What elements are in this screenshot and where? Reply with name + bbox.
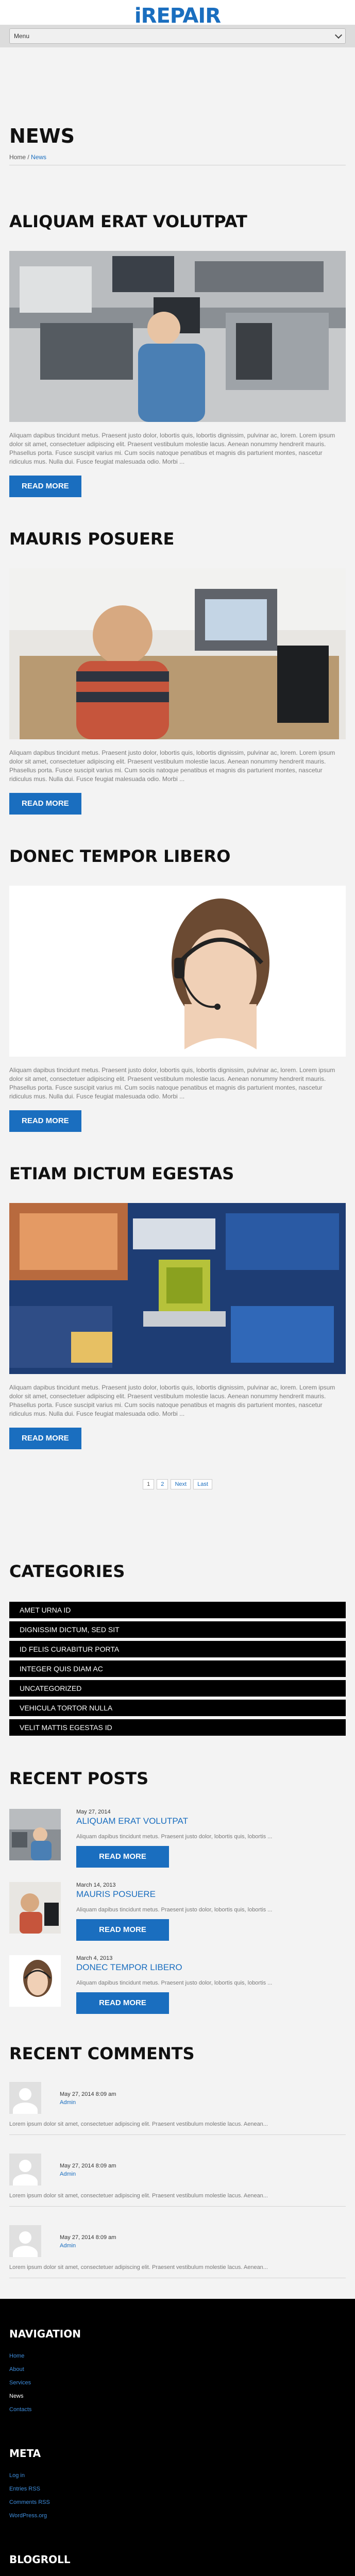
recent-post-title[interactable]: MAURIS POSUERE bbox=[76, 1889, 156, 1899]
post-excerpt: Aliquam dapibus tincidunt metus. Praesent justo dolor, lobortis quis, lobortis dignissim, pulvinar ac, lorem. Lorem ipsum dolor sit amet, consectetuer adipiscing elit. Praesent vestibulum molestie lacus. Aenean nonummy hendrerit mauris. Phasellus porta. Fusce suscipit varius mi. Cum sociis natoque penatibus et magnis dis parturient montes, nascetur ridiculus mus. Nulla dui. Fusce feugiat malesuada odio. Morbi ... bbox=[9, 749, 335, 783]
footer-link[interactable]: Entries RSS bbox=[9, 2486, 40, 2492]
read-more-button[interactable]: READ MORE bbox=[9, 1428, 81, 1449]
recent-post-date: March 4, 2013 bbox=[76, 1955, 113, 1961]
recent-post-excerpt: Aliquam dapibus tincidunt metus. Praesent justo dolor, lobortis quis, lobortis ... bbox=[76, 1980, 273, 1986]
post bbox=[9, 846, 346, 1132]
breadcrumb-separator: / bbox=[27, 154, 29, 161]
recent-post-date: March 14, 2013 bbox=[76, 1882, 116, 1888]
footer-navigation-title: NAVIGATION bbox=[9, 2328, 81, 2340]
comment-text: Lorem ipsum dolor sit amet, consectetuer adipiscing elit. Praesent vestibulum molestie lacus. Aenean... bbox=[9, 2193, 346, 2207]
read-more-button[interactable]: READ MORE bbox=[76, 1919, 169, 1941]
comment-date: May 27, 2014 8:09 am bbox=[60, 2234, 116, 2241]
recent-comments-widget bbox=[9, 2044, 346, 2278]
post-title[interactable]: ALIQUAM ERAT VOLUTPAT bbox=[9, 212, 247, 231]
comment bbox=[9, 2082, 346, 2135]
post-image[interactable] bbox=[9, 886, 346, 1057]
footer-meta-links bbox=[9, 2469, 346, 2522]
footer-link-active[interactable]: News bbox=[9, 2393, 24, 2399]
post-title[interactable]: DONEC TEMPOR LIBERO bbox=[9, 846, 231, 866]
post-excerpt: Aliquam dapibus tincidunt metus. Praesent justo dolor, lobortis quis, lobortis dignissim, pulvinar ac, lorem. Lorem ipsum dolor sit amet, consectetuer adipiscing elit. Praesent vestibulum molestie lacus. Aenean nonummy hendrerit mauris. Phasellus porta. Fusce suscipit varius mi. Cum sociis natoque penatibus et magnis dis parturient montes, nascetur ridiculus mus. Nulla dui. Fusce feugiat malesuada odio. Morbi ... bbox=[9, 432, 335, 465]
read-more-button[interactable]: READ MORE bbox=[76, 1846, 169, 1868]
footer-link[interactable]: About bbox=[9, 2366, 24, 2372]
footer-navigation-links bbox=[9, 2349, 346, 2416]
site-logo[interactable]: iREPAIR bbox=[134, 4, 221, 28]
recent-post-date: May 27, 2014 bbox=[76, 1809, 111, 1815]
comment bbox=[9, 2225, 346, 2278]
main-content bbox=[0, 47, 355, 2278]
site-footer bbox=[0, 2299, 355, 2576]
recent-post bbox=[9, 1882, 346, 1941]
post-image[interactable] bbox=[9, 251, 346, 422]
footer-link[interactable]: WordPress.org bbox=[9, 2513, 47, 2519]
category-item[interactable]: ID FELIS CURABITUR PORTA bbox=[9, 1641, 346, 1657]
recent-post-thumbnail[interactable] bbox=[9, 1809, 61, 1860]
page-last[interactable]: Last bbox=[193, 1479, 212, 1489]
read-more-button[interactable]: READ MORE bbox=[9, 1110, 81, 1132]
post-title[interactable]: MAURIS POSUERE bbox=[9, 529, 175, 549]
recent-posts-widget bbox=[9, 1769, 346, 2014]
comment-text: Lorem ipsum dolor sit amet, consectetuer adipiscing elit. Praesent vestibulum molestie lacus. Aenean... bbox=[9, 2264, 346, 2278]
category-item[interactable]: AMET URNA ID bbox=[9, 1602, 346, 1618]
recent-post-title[interactable]: ALIQUAM ERAT VOLUTPAT bbox=[76, 1816, 188, 1826]
categories-title: CATEGORIES bbox=[9, 1562, 125, 1581]
recent-post-excerpt: Aliquam dapibus tincidunt metus. Praesent justo dolor, lobortis quis, lobortis ... bbox=[76, 1907, 273, 1913]
category-item[interactable]: UNCATEGORIZED bbox=[9, 1680, 346, 1697]
comment-date: May 27, 2014 8:09 am bbox=[60, 2091, 116, 2097]
recent-comments-title: RECENT COMMENTS bbox=[9, 2044, 195, 2063]
read-more-button[interactable]: READ MORE bbox=[76, 1992, 169, 2014]
comment-author[interactable]: Admin bbox=[60, 2171, 76, 2177]
recent-post-thumbnail[interactable] bbox=[9, 1882, 61, 1934]
post bbox=[9, 212, 346, 497]
nav-bar bbox=[0, 25, 355, 47]
read-more-button[interactable]: READ MORE bbox=[9, 793, 81, 815]
chevron-down-icon bbox=[335, 31, 342, 39]
recent-post-excerpt: Aliquam dapibus tincidunt metus. Praesent justo dolor, lobortis quis, lobortis ... bbox=[76, 1834, 273, 1840]
category-item[interactable]: DIGNISSIM DICTUM, SED SIT bbox=[9, 1621, 346, 1638]
footer-link[interactable]: Home bbox=[9, 2353, 25, 2359]
recent-post bbox=[9, 1955, 346, 2014]
comment-author[interactable]: Admin bbox=[60, 2243, 76, 2249]
post bbox=[9, 529, 346, 815]
recent-post-thumbnail[interactable] bbox=[9, 1955, 61, 2007]
page-title: NEWS bbox=[9, 125, 75, 147]
breadcrumb-home[interactable]: Home bbox=[9, 154, 26, 161]
page-1: 1 bbox=[143, 1479, 154, 1489]
comment bbox=[9, 2154, 346, 2207]
avatar bbox=[9, 2082, 41, 2114]
breadcrumb-current: News bbox=[31, 154, 47, 161]
comment-date: May 27, 2014 8:09 am bbox=[60, 2163, 116, 2169]
page-next[interactable]: Next bbox=[171, 1479, 191, 1489]
pagination bbox=[9, 1479, 346, 1489]
footer-link[interactable]: Comments RSS bbox=[9, 2499, 50, 2505]
comment-author[interactable]: Admin bbox=[60, 2099, 76, 2106]
categories-widget bbox=[9, 1562, 346, 1736]
avatar bbox=[9, 2154, 41, 2185]
footer-link[interactable]: Log in bbox=[9, 2472, 25, 2479]
site-header bbox=[0, 0, 355, 28]
category-item[interactable]: VELIT MATTIS EGESTAS ID bbox=[9, 1719, 346, 1736]
footer-blogroll-title: BLOGROLL bbox=[9, 2553, 71, 2566]
footer-link[interactable]: Contacts bbox=[9, 2406, 32, 2413]
avatar bbox=[9, 2225, 41, 2257]
footer-link[interactable]: Services bbox=[9, 2380, 31, 2386]
menu-select[interactable] bbox=[9, 28, 346, 44]
post-title[interactable]: ETIAM DICTUM EGESTAS bbox=[9, 1164, 234, 1183]
category-item[interactable]: INTEGER QUIS DIAM AC bbox=[9, 1660, 346, 1677]
post-image[interactable] bbox=[9, 1203, 346, 1374]
read-more-button[interactable]: READ MORE bbox=[9, 476, 81, 497]
recent-posts-title: RECENT POSTS bbox=[9, 1769, 149, 1788]
breadcrumb bbox=[9, 154, 346, 165]
menu-select-value: Menu bbox=[14, 32, 30, 40]
comment-text: Lorem ipsum dolor sit amet, consectetuer adipiscing elit. Praesent vestibulum molestie lacus. Aenean... bbox=[9, 2121, 346, 2135]
recent-post bbox=[9, 1809, 346, 1868]
recent-post-title[interactable]: DONEC TEMPOR LIBERO bbox=[76, 1962, 182, 1972]
post-excerpt: Aliquam dapibus tincidunt metus. Praesent justo dolor, lobortis quis, lobortis dignissim, pulvinar ac, lorem. Lorem ipsum dolor sit amet, consectetuer adipiscing elit. Praesent vestibulum molestie lacus. Aenean nonummy hendrerit mauris. Phasellus porta. Fusce suscipit varius mi. Cum sociis natoque penatibus et magnis dis parturient montes, nascetur ridiculus mus. Nulla dui. Fusce feugiat malesuada odio. Morbi ... bbox=[9, 1384, 335, 1417]
post-image[interactable] bbox=[9, 568, 346, 739]
page-2[interactable]: 2 bbox=[157, 1479, 168, 1489]
post-excerpt: Aliquam dapibus tincidunt metus. Praesent justo dolor, lobortis quis, lobortis dignissim, pulvinar ac, lorem. Lorem ipsum dolor sit amet, consectetuer adipiscing elit. Praesent vestibulum molestie lacus. Aenean nonummy hendrerit mauris. Phasellus porta. Fusce suscipit varius mi. Cum sociis natoque penatibus et magnis dis parturient montes, nascetur ridiculus mus. Nulla dui. Fusce feugiat malesuada odio. Morbi ... bbox=[9, 1066, 335, 1100]
category-item[interactable]: VEHICULA TORTOR NULLA bbox=[9, 1700, 346, 1716]
post bbox=[9, 1164, 346, 1449]
footer-meta-title: META bbox=[9, 2447, 41, 2460]
